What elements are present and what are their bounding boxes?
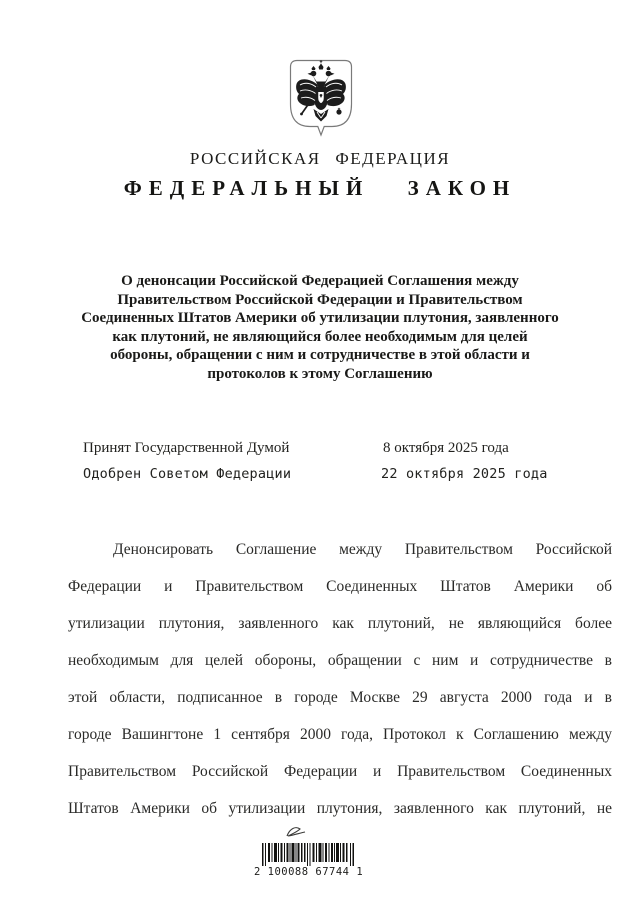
body-line: Правительством Российской Федерации и Правительством Соединенных (68, 763, 612, 780)
russia-coat-of-arms-icon (287, 58, 355, 142)
body-line: этой области, подписанное в городе Москве 29 августа 2000 года и в (68, 689, 612, 706)
law-title-line: протоколов к этому Соглашению (207, 365, 433, 382)
body-line: утилизации плутония, заявленного как плутоний, не являющийся более (68, 615, 612, 632)
law-title (40, 272, 600, 383)
approved-by-federation-council-label: Одобрен Советом Федерации (83, 466, 292, 482)
law-title-line: Соединенных Штатов Америки об утилизации плутония, заявленного (81, 310, 559, 326)
law-title-line: обороны, обращении с ним и сотрудничестве в этой области и (110, 347, 530, 363)
passed-by-duma-label: Принят Государственной Думой (83, 440, 290, 456)
approved-by-federation-council-date: 22 октября 2025 года (381, 466, 548, 482)
law-title-line: Правительством Российской Федерации и Правительством (117, 291, 523, 308)
body-line: необходимым для целей обороны, обращении с ним и сотрудничестве в (68, 652, 612, 669)
law-title-line: О денонсации Российской Федерацией Соглашения между (121, 273, 519, 289)
document-type-heading: ФЕДЕРАЛЬНЫЙ ЗАКОН (123, 176, 517, 200)
body-line: Штатов Америки об утилизации плутония, заявленного как плутоний, не (68, 800, 612, 817)
barcode-number: 2 100088 67744 1 (254, 866, 364, 878)
handwritten-mark (285, 825, 309, 841)
country-heading: РОССИЙСКАЯ ФЕДЕРАЦИЯ (189, 149, 451, 168)
barcode-icon (262, 843, 354, 866)
passed-by-duma-date: 8 октября 2025 года (383, 440, 509, 456)
law-title-line: как плутоний, не являющийся более необходимым для целей (112, 328, 528, 345)
body-line: городе Вашингтоне 1 сентября 2000 года, Протокол к Соглашению между (68, 726, 612, 743)
law-body-paragraph (68, 531, 612, 827)
body-line: Денонсировать Соглашение между Правительством Российской (113, 541, 612, 558)
body-line: Федерации и Правительством Соединенных Штатов Америки об (68, 578, 612, 595)
